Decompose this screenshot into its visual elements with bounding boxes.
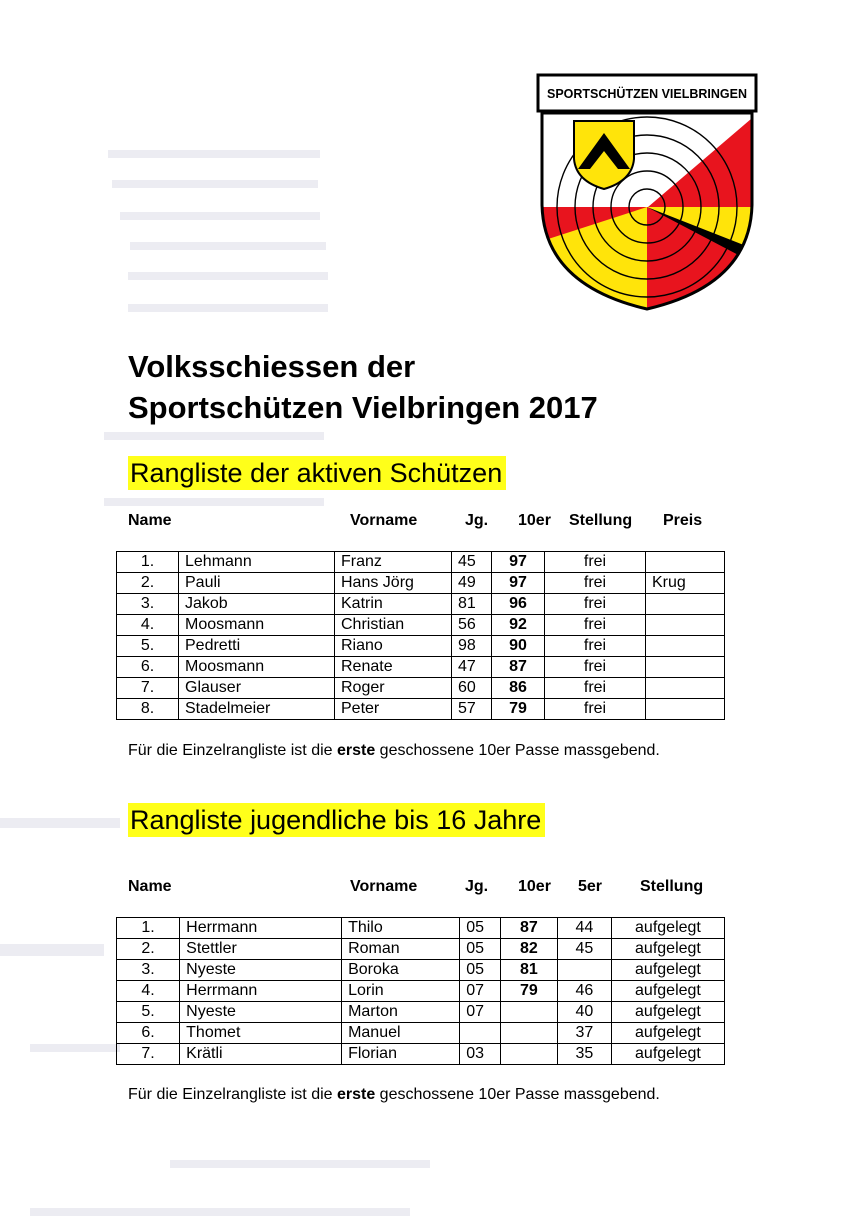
cell-preis xyxy=(646,657,725,678)
cell-rank: 6. xyxy=(117,1023,180,1044)
cell-preis xyxy=(646,615,725,636)
cell-10er xyxy=(500,1002,557,1023)
table-row xyxy=(117,1002,725,1023)
col-stellung: Stellung xyxy=(640,878,704,895)
table-row xyxy=(117,657,725,678)
cell-name: Stettler xyxy=(180,939,342,960)
title-line-2: Sportschützen Vielbringen 2017 xyxy=(128,390,598,425)
cell-5er: 37 xyxy=(557,1023,611,1044)
cell-10er: 79 xyxy=(500,981,557,1002)
col-10er: 10er xyxy=(518,512,551,529)
cell-10er: 97 xyxy=(492,552,545,573)
cell-name: Nyeste xyxy=(180,1002,342,1023)
table-row xyxy=(117,939,725,960)
cell-10er: 92 xyxy=(492,615,545,636)
cell-jg: 47 xyxy=(452,657,492,678)
table-row xyxy=(117,678,725,699)
table-row xyxy=(117,573,725,594)
cell-stellung: aufgelegt xyxy=(611,981,724,1002)
cell-rank: 2. xyxy=(117,939,180,960)
cell-jg: 05 xyxy=(460,918,501,939)
cell-rank: 5. xyxy=(117,636,179,657)
cell-rank: 1. xyxy=(117,918,180,939)
cell-name: Stadelmeier xyxy=(179,699,335,720)
cell-10er: 86 xyxy=(492,678,545,699)
section-active-heading: Rangliste der aktiven Schützen xyxy=(128,456,506,490)
cell-name: Glauser xyxy=(179,678,335,699)
cell-5er: 46 xyxy=(557,981,611,1002)
cell-vorname: Roger xyxy=(335,678,452,699)
cell-jg: 98 xyxy=(452,636,492,657)
cell-10er xyxy=(500,1044,557,1065)
cell-jg: 03 xyxy=(460,1044,501,1065)
cell-name: Jakob xyxy=(179,594,335,615)
active-table-header xyxy=(0,512,860,534)
cell-stellung: aufgelegt xyxy=(611,1044,724,1065)
cell-name: Nyeste xyxy=(180,960,342,981)
cell-jg: 57 xyxy=(452,699,492,720)
cell-5er: 40 xyxy=(557,1002,611,1023)
cell-stellung: aufgelegt xyxy=(611,960,724,981)
cell-rank: 3. xyxy=(117,594,179,615)
cell-vorname: Franz xyxy=(335,552,452,573)
cell-name: Herrmann xyxy=(180,918,342,939)
cell-jg: 07 xyxy=(460,981,501,1002)
cell-rank: 4. xyxy=(117,615,179,636)
cell-jg: 60 xyxy=(452,678,492,699)
cell-name: Pedretti xyxy=(179,636,335,657)
cell-10er: 87 xyxy=(500,918,557,939)
cell-preis xyxy=(646,678,725,699)
col-5er: 5er xyxy=(578,878,603,895)
cell-jg: 56 xyxy=(452,615,492,636)
cell-stellung: frei xyxy=(545,636,646,657)
cell-rank: 7. xyxy=(117,1044,180,1065)
table-row xyxy=(117,552,725,573)
cell-vorname: Renate xyxy=(335,657,452,678)
cell-preis xyxy=(646,636,725,657)
cell-name: Lehmann xyxy=(179,552,335,573)
cell-stellung: frei xyxy=(545,573,646,594)
cell-5er: 44 xyxy=(557,918,611,939)
youth-note: Für die Einzelrangliste ist die erste geschossene 10er Passe massgebend. xyxy=(128,1086,660,1103)
cell-stellung: frei xyxy=(545,615,646,636)
cell-rank: 3. xyxy=(117,960,180,981)
cell-vorname: Thilo xyxy=(342,918,460,939)
cell-name: Thomet xyxy=(180,1023,342,1044)
col-jg: Jg. xyxy=(465,878,489,895)
cell-stellung: aufgelegt xyxy=(611,918,724,939)
cell-vorname: Boroka xyxy=(342,960,460,981)
cell-vorname: Peter xyxy=(335,699,452,720)
table-row xyxy=(117,636,725,657)
cell-vorname: Manuel xyxy=(342,1023,460,1044)
col-jg: Jg. xyxy=(465,512,489,529)
col-vorname: Vorname xyxy=(350,512,418,529)
cell-10er: 79 xyxy=(492,699,545,720)
cell-10er: 87 xyxy=(492,657,545,678)
section-youth-heading: Rangliste jugendliche bis 16 Jahre xyxy=(128,803,545,837)
active-note: Für die Einzelrangliste ist die erste geschossene 10er Passe massgebend. xyxy=(128,742,660,759)
cell-preis: Krug xyxy=(646,573,725,594)
cell-stellung: frei xyxy=(545,594,646,615)
col-stellung: Stellung xyxy=(569,512,633,529)
cell-vorname: Marton xyxy=(342,1002,460,1023)
cell-jg: 49 xyxy=(452,573,492,594)
table-row xyxy=(117,960,725,981)
cell-stellung: frei xyxy=(545,657,646,678)
page-title xyxy=(128,346,598,428)
cell-preis xyxy=(646,594,725,615)
table-row xyxy=(117,594,725,615)
cell-stellung: aufgelegt xyxy=(611,939,724,960)
title-line-1: Volksschiessen der xyxy=(128,349,416,384)
cell-10er: 82 xyxy=(500,939,557,960)
cell-rank: 7. xyxy=(117,678,179,699)
col-preis: Preis xyxy=(663,512,703,529)
cell-jg: 07 xyxy=(460,1002,501,1023)
cell-stellung: aufgelegt xyxy=(611,1002,724,1023)
table-row xyxy=(117,1023,725,1044)
cell-stellung: frei xyxy=(545,699,646,720)
youth-ranking-table xyxy=(116,917,725,1065)
cell-jg: 05 xyxy=(460,960,501,981)
cell-jg: 05 xyxy=(460,939,501,960)
cell-stellung: frei xyxy=(545,678,646,699)
cell-10er: 90 xyxy=(492,636,545,657)
cell-jg: 45 xyxy=(452,552,492,573)
cell-rank: 2. xyxy=(117,573,179,594)
cell-rank: 8. xyxy=(117,699,179,720)
col-10er: 10er xyxy=(518,878,551,895)
cell-5er: 45 xyxy=(557,939,611,960)
cell-rank: 5. xyxy=(117,1002,180,1023)
club-logo xyxy=(536,73,758,313)
logo-text: SPORTSCHÜTZEN VIELBRINGEN xyxy=(546,87,748,101)
cell-jg xyxy=(460,1023,501,1044)
cell-5er xyxy=(557,960,611,981)
cell-name: Krätli xyxy=(180,1044,342,1065)
cell-vorname: Christian xyxy=(335,615,452,636)
cell-vorname: Hans Jörg xyxy=(335,573,452,594)
cell-name: Herrmann xyxy=(180,981,342,1002)
cell-stellung: frei xyxy=(545,552,646,573)
active-ranking-table xyxy=(116,551,725,720)
cell-name: Moosmann xyxy=(179,657,335,678)
cell-rank: 6. xyxy=(117,657,179,678)
cell-name: Moosmann xyxy=(179,615,335,636)
col-name: Name xyxy=(128,878,172,895)
table-row xyxy=(117,918,725,939)
cell-vorname: Roman xyxy=(342,939,460,960)
cell-10er: 81 xyxy=(500,960,557,981)
col-vorname: Vorname xyxy=(350,878,418,895)
cell-10er: 96 xyxy=(492,594,545,615)
col-name: Name xyxy=(128,512,172,529)
table-row xyxy=(117,1044,725,1065)
cell-stellung: aufgelegt xyxy=(611,1023,724,1044)
youth-table-header xyxy=(0,878,860,900)
cell-preis xyxy=(646,552,725,573)
table-row xyxy=(117,699,725,720)
table-row xyxy=(117,981,725,1002)
cell-vorname: Lorin xyxy=(342,981,460,1002)
cell-rank: 1. xyxy=(117,552,179,573)
cell-vorname: Riano xyxy=(335,636,452,657)
cell-jg: 81 xyxy=(452,594,492,615)
cell-10er: 97 xyxy=(492,573,545,594)
cell-rank: 4. xyxy=(117,981,180,1002)
cell-vorname: Florian xyxy=(342,1044,460,1065)
cell-name: Pauli xyxy=(179,573,335,594)
cell-10er xyxy=(500,1023,557,1044)
table-row xyxy=(117,615,725,636)
cell-vorname: Katrin xyxy=(335,594,452,615)
cell-preis xyxy=(646,699,725,720)
cell-5er: 35 xyxy=(557,1044,611,1065)
